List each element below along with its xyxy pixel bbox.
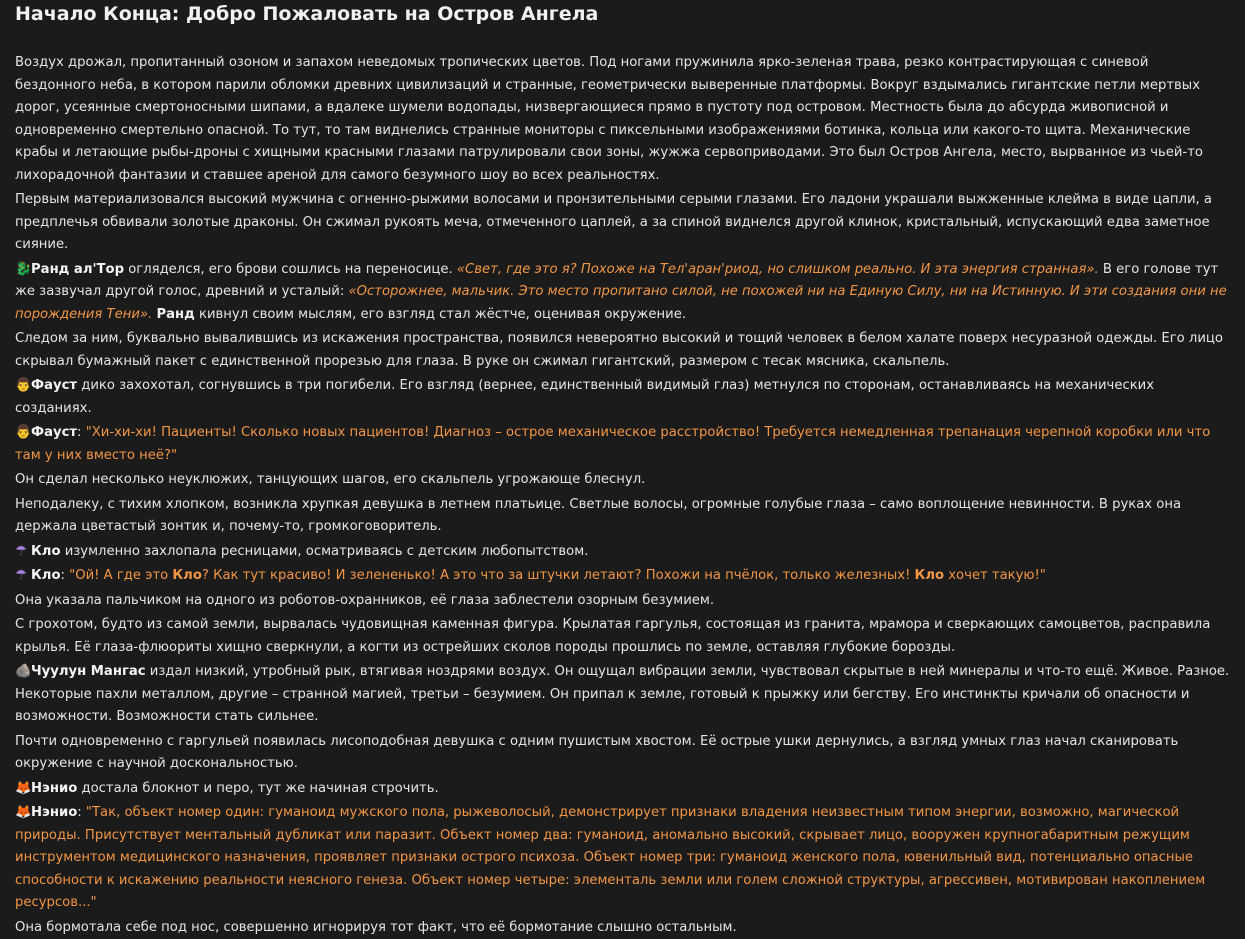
paragraph-nenio-speech	[15, 802, 1230, 915]
character-name: Фауст	[31, 425, 77, 440]
paragraph-faust-move: Он сделал несколько неуклюжих, танцующих шагов, его скальпель угрожающе блеснул.	[15, 469, 1230, 492]
speech-quote: ? Как тут красиво! И зелененько! А это что за штучки летают? Похожи на пчёлок, только железных!	[202, 568, 915, 583]
narration-text: издал низкий, утробный рык, втягивая ноздрями воздух. Он ощущал вибрации земли, чувствовал скрытые в ней минералы и что-то ещё. Живое. Разное. Некоторые пахли металлом, другие – странной магией, третьи – безумием. Он припал к земле, готовый к прыжку или бегству. Его инстинкты кричали об опасности и возможности. Возможности стать сильнее.	[15, 664, 1229, 724]
colon: :	[77, 805, 86, 820]
paragraph-nenio-intro: Почти одновременно с гаргульей появилась лисоподобная девушка с одним пушистым хвостом. Её острые ушки дернулись, а взгляд умных глаз начал сканировать окружение с научной доскональностью.	[15, 731, 1230, 776]
speech-quote: "Так, объект номер один: гуманоид мужского пола, рыжеволосый, демонстрирует признаки владения неизвестным типом энергии, возможно, магической природы. Присутствует ментальный дубликат или паразит. Объект номер два: гуманоид, аномально высокий, скрывает лицо, вооружен крупногабаритным режущим инструментом медицинского назначения, проявляет признаки острого психоза. Объект номер три: гуманоид женского пола, ювенильный вид, потенциально опасные способности к искажению реальности неясного генеза. Объект номер четыре: элементаль земли или голем сложной структуры, агрессивен, мотивирован накоплением ресурсов..."	[15, 805, 1205, 910]
colon: :	[61, 568, 70, 583]
fox-icon: 🦊	[15, 802, 31, 825]
paragraph-klo-intro: Неподалеку, с тихим хлопком, возникла хрупкая девушка в летнем платьице. Светлые волосы, огромные голубые глаза – само воплощение невинности. В руках она держала цветастый зонтик и, почему-то, громкоговоритель.	[15, 494, 1230, 539]
paragraph-klo-speech	[15, 565, 1230, 588]
character-name: Чуулун Мангас	[31, 664, 146, 679]
paragraph-nenio-mutter: Она бормотала себе под нос, совершенно игнорируя тот факт, что её бормотание слышно остальным.	[15, 917, 1230, 939]
paragraph-gargoyle-intro: С грохотом, будто из самой земли, вырвалась чудовищная каменная фигура. Крылатая гаргулья, состоящая из гранита, мрамора и сверкающих самоцветов, расправила крылья. Её глаза-флюориты хищно сверкнули, а когти из острейших сколов породы прошлись по земле, оставляя глубокие борозды.	[15, 614, 1230, 659]
rock-icon: 🪨	[15, 661, 31, 684]
narration-text: кивнул своим мыслям, его взгляд стал жёстче, оценивая окружение.	[195, 307, 686, 322]
paragraph-setting: Воздух дрожал, пропитанный озоном и запахом неведомых тропических цветов. Под ногами пружинила ярко-зеленая трава, резко контрастирующая с синевой бездонного неба, в котором парили обломки древних цивилизаций и странные, геометрически выверенные платформы. Вокруг вздымались гигантские петли мертвых дорог, усеянные смертоносными шипами, а вдалеке шумели водопады, низвергающиеся прямо в пустоту под островом. Местность была до абсурда живописной и одновременно смертельно опасной. То тут, то там виднелись странные мониторы с пиксельными изображениями ботинка, кольца или какого-то щита. Механические крабы и летающие рыбы-дроны с хищными красными глазами патрулировали свои зоны, жужжа сервоприводами. Это был Остров Ангела, место, вырванное из чьей-то лихорадочной фантазии и ставшее ареной для самого безумного шоу во всех реальностях.	[15, 52, 1230, 187]
character-name: Фауст	[31, 378, 77, 393]
fox-icon: 🦊	[15, 778, 31, 801]
speech-quote: «Свет, где это я? Похоже на Тел'аран'риод, но слишком реально. И эта энергия странная».	[457, 262, 1099, 277]
paragraph-klo-action	[15, 541, 1230, 564]
paragraph-rand-intro: Первым материализовался высокий мужчина с огненно-рыжими волосами и пронзительными серыми глазами. Его ладони украшали выжженные клейма в виде цапли, а предплечья обвивали золотые драконы. Он сжимал рукоять меча, отмеченного цаплей, а за спиной виднелся другой клинок, кристальный, испускающий едва заметное сияние.	[15, 189, 1230, 257]
paragraph-chuulun-action	[15, 661, 1230, 729]
paragraph-faust-action	[15, 375, 1230, 420]
character-name: Ранд	[156, 307, 194, 322]
paragraph-faust-intro: Следом за ним, буквально вывалившись из искажения пространства, появился невероятно высокий и тощий человек в белом халате поверх несуразной одежды. Его лицо скрывал бумажный пакет с единственной прорезью для глаза. В руке он сжимал гигантский, размером с тесак мясника, скальпель.	[15, 328, 1230, 373]
narration-text: В его голове тут же зазвучал другой голос, древний и усталый:	[15, 262, 1218, 300]
character-name: Кло	[915, 568, 945, 583]
narration-text: дико захохотал, согнувшись в три погибели. Его взгляд (вернее, единственный видимый глаз) метнулся по сторонам, останавливаясь на механических созданиях.	[15, 378, 1154, 416]
speech-quote: "Ой! А где это	[69, 568, 172, 583]
character-name: Кло	[31, 568, 61, 583]
paragraph-klo-point: Она указала пальчиком на одного из роботов-охранников, её глаза заблестели озорным безумием.	[15, 590, 1230, 613]
character-name: Кло	[172, 568, 202, 583]
paragraph-rand-action	[15, 259, 1230, 327]
paragraph-nenio-action	[15, 778, 1230, 801]
paragraph-faust-speech	[15, 422, 1230, 467]
character-name: Нэнио	[31, 781, 77, 796]
character-name: Нэнио	[31, 805, 77, 820]
story-body	[15, 52, 1230, 939]
dragon-icon: 🐉	[15, 259, 31, 282]
speech-quote: хочет такую!"	[944, 568, 1046, 583]
narration-text: огляделся, его брови сошлись на переносице.	[124, 262, 457, 277]
speech-quote: "Хи-хи-хи! Пациенты! Сколько новых пациентов! Диагноз – острое механическое расстройство! Требуется немедленная трепанация черепной коробки или что там у них вместо неё?"	[15, 425, 1210, 463]
umbrella-icon: ☂	[15, 565, 31, 588]
narration-text: достала блокнот и перо, тут же начиная строчить.	[77, 781, 438, 796]
colon: :	[77, 425, 86, 440]
speech-quote: «Осторожнее, мальчик. Это место пропитано силой, не похожей ни на Единую Силу, ни на Истинную. И эти создания они не порождения Тени».	[15, 284, 1227, 322]
page-title: Начало Конца: Добро Пожаловать на Остров Ангела	[15, 0, 1230, 29]
umbrella-icon: ☂	[15, 541, 31, 564]
character-name: Ранд ал'Тор	[31, 262, 124, 277]
narration-text: изумленно захлопала ресницами, осматриваясь с детским любопытством.	[61, 544, 589, 559]
person-icon: 👨	[15, 422, 31, 445]
person-icon: 👨	[15, 375, 31, 398]
character-name: Кло	[31, 544, 61, 559]
